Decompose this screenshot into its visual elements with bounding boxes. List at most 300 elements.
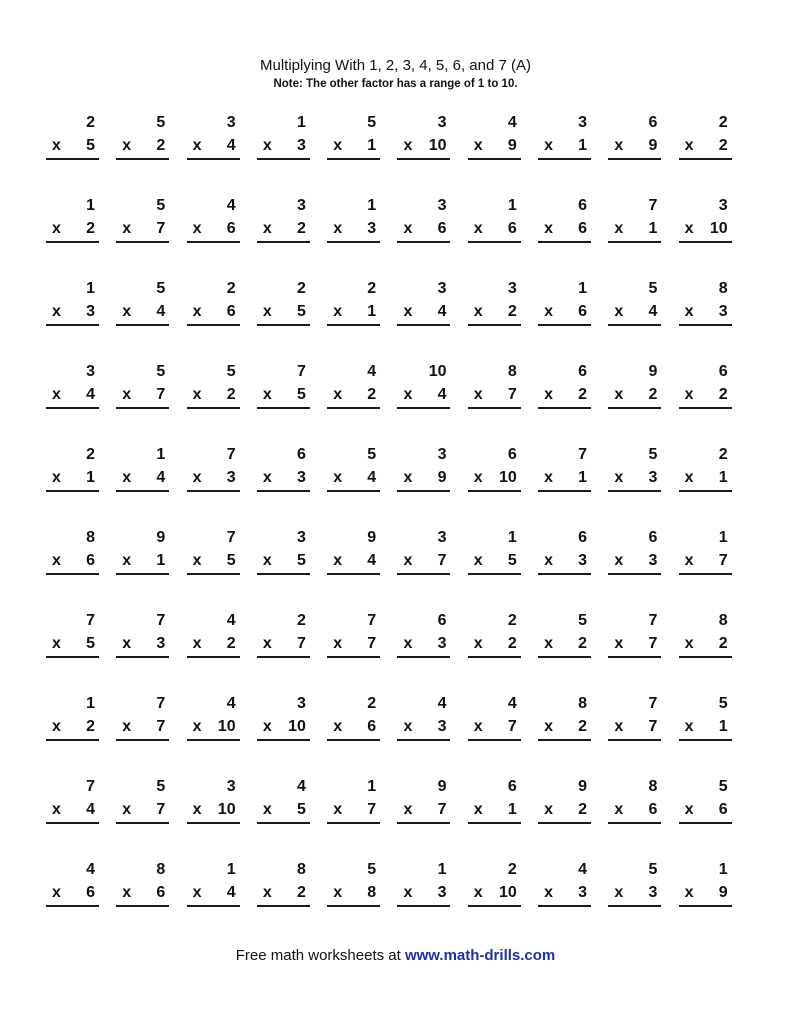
bottom-line	[468, 881, 521, 905]
bottom-factor: 6	[578, 303, 588, 320]
bottom-line	[257, 798, 310, 822]
top-factor: 8	[578, 695, 588, 712]
problem	[679, 278, 732, 361]
top-factor: 1	[367, 778, 377, 795]
problem	[468, 693, 521, 776]
multiply-sign: x	[614, 552, 624, 569]
bottom-line	[46, 134, 99, 158]
answer-line	[397, 905, 450, 907]
bottom-line	[608, 881, 661, 905]
bottom-factor: 10	[498, 884, 517, 901]
bottom-line	[327, 383, 380, 407]
bottom-line	[538, 549, 591, 573]
top-factor: 4	[226, 612, 236, 629]
problem	[46, 444, 99, 527]
top-factor: 2	[86, 114, 95, 131]
top-factor: 2	[86, 446, 95, 463]
multiply-sign: x	[192, 469, 202, 486]
bottom-factor: 7	[367, 635, 377, 652]
top-factor: 6	[648, 529, 658, 546]
answer-line	[608, 905, 661, 907]
bottom-factor: 3	[296, 137, 306, 154]
top-factor: 1	[437, 861, 447, 878]
bottom-line	[679, 217, 732, 241]
multiply-sign: x	[52, 884, 61, 901]
answer-line	[679, 656, 732, 658]
multiply-sign: x	[262, 469, 272, 486]
bottom-line	[538, 881, 591, 905]
bottom-factor: 2	[578, 801, 588, 818]
bottom-line	[327, 134, 380, 158]
multiply-sign: x	[473, 635, 483, 652]
top-factor: 2	[296, 280, 306, 297]
bottom-line	[116, 715, 169, 739]
bottom-line	[116, 300, 169, 324]
bottom-factor: 7	[156, 220, 166, 237]
bottom-line	[257, 134, 310, 158]
top-factor: 5	[718, 778, 728, 795]
problem	[187, 693, 240, 776]
multiply-sign: x	[52, 137, 61, 154]
top-factor: 4	[367, 363, 377, 380]
bottom-factor: 6	[226, 220, 236, 237]
bottom-line	[468, 217, 521, 241]
multiply-sign: x	[544, 386, 553, 403]
top-factor: 9	[156, 529, 166, 546]
bottom-line	[468, 798, 521, 822]
top-factor: 2	[507, 861, 517, 878]
bottom-line	[679, 383, 732, 407]
problem	[327, 195, 380, 278]
bottom-factor: 7	[718, 552, 728, 569]
multiply-sign: x	[403, 801, 413, 818]
problem	[257, 527, 310, 610]
bottom-line	[116, 632, 169, 656]
multiply-sign: x	[684, 718, 694, 735]
top-factor: 8	[507, 363, 517, 380]
multiply-sign: x	[403, 718, 413, 735]
answer-line	[257, 490, 310, 492]
problem	[46, 859, 99, 942]
top-factor: 7	[86, 778, 95, 795]
answer-line	[679, 241, 732, 243]
bottom-factor: 5	[86, 635, 95, 652]
multiply-sign: x	[262, 635, 272, 652]
bottom-line	[397, 881, 450, 905]
answer-line	[538, 490, 591, 492]
problem	[257, 278, 310, 361]
top-factor: 7	[156, 612, 166, 629]
bottom-line	[257, 715, 310, 739]
top-factor: 3	[578, 114, 588, 131]
top-factor: 3	[718, 197, 728, 214]
top-factor: 10	[428, 363, 447, 380]
top-factor: 1	[86, 197, 95, 214]
answer-line	[679, 822, 732, 824]
bottom-factor: 3	[437, 718, 447, 735]
answer-line	[187, 573, 240, 575]
multiply-sign: x	[473, 552, 483, 569]
problem	[538, 693, 591, 776]
problem	[116, 610, 169, 693]
bottom-factor: 3	[367, 220, 377, 237]
bottom-line	[538, 134, 591, 158]
bottom-line	[257, 632, 310, 656]
multiply-sign: x	[192, 220, 202, 237]
multiply-sign: x	[192, 303, 202, 320]
problem	[327, 776, 380, 859]
bottom-factor: 3	[226, 469, 236, 486]
bottom-line	[257, 300, 310, 324]
top-factor: 4	[226, 197, 236, 214]
top-factor: 3	[296, 529, 306, 546]
bottom-line	[46, 798, 99, 822]
problem	[46, 610, 99, 693]
problem	[257, 776, 310, 859]
problem	[679, 444, 732, 527]
bottom-factor: 1	[367, 137, 377, 154]
multiply-sign: x	[684, 884, 694, 901]
top-factor: 6	[507, 778, 517, 795]
top-factor: 6	[578, 529, 588, 546]
multiply-sign: x	[262, 801, 272, 818]
multiply-sign: x	[122, 884, 132, 901]
answer-line	[327, 490, 380, 492]
problem	[608, 859, 661, 942]
bottom-factor: 2	[648, 386, 658, 403]
problem	[327, 859, 380, 942]
answer-line	[538, 656, 591, 658]
bottom-factor: 2	[226, 635, 236, 652]
problem	[397, 776, 450, 859]
problem	[608, 776, 661, 859]
problem	[187, 527, 240, 610]
bottom-factor: 7	[648, 718, 658, 735]
top-factor: 3	[437, 197, 447, 214]
multiply-sign: x	[614, 635, 624, 652]
top-factor: 4	[578, 861, 588, 878]
bottom-factor: 3	[578, 552, 588, 569]
answer-line	[257, 739, 310, 741]
problem	[538, 610, 591, 693]
bottom-factor: 2	[296, 220, 306, 237]
bottom-factor: 3	[86, 303, 95, 320]
answer-line	[397, 573, 450, 575]
answer-line	[608, 739, 661, 741]
bottom-factor: 7	[156, 386, 166, 403]
multiply-sign: x	[333, 137, 343, 154]
multiply-sign: x	[473, 137, 483, 154]
bottom-factor: 4	[437, 386, 447, 403]
bottom-line	[46, 217, 99, 241]
top-factor: 1	[86, 695, 95, 712]
multiply-sign: x	[544, 718, 553, 735]
answer-line	[187, 905, 240, 907]
top-factor: 9	[367, 529, 377, 546]
top-factor: 2	[226, 280, 236, 297]
bottom-factor: 3	[437, 884, 447, 901]
multiply-sign: x	[473, 718, 483, 735]
multiply-sign: x	[333, 386, 343, 403]
multiply-sign: x	[333, 303, 343, 320]
multiply-sign: x	[614, 303, 624, 320]
top-factor: 6	[296, 446, 306, 463]
answer-line	[608, 407, 661, 409]
top-factor: 1	[367, 197, 377, 214]
bottom-factor: 5	[296, 386, 306, 403]
bottom-factor: 5	[86, 137, 95, 154]
problem	[468, 444, 521, 527]
problem	[46, 693, 99, 776]
bottom-factor: 4	[367, 552, 377, 569]
problem	[187, 361, 240, 444]
answer-line	[327, 324, 380, 326]
multiply-sign: x	[614, 884, 624, 901]
problem	[397, 444, 450, 527]
problem	[187, 278, 240, 361]
answer-line	[257, 656, 310, 658]
top-factor: 2	[718, 446, 728, 463]
problem	[187, 859, 240, 942]
bottom-factor: 10	[428, 137, 447, 154]
multiply-sign: x	[614, 386, 624, 403]
multiply-sign: x	[684, 137, 694, 154]
multiply-sign: x	[614, 801, 624, 818]
bottom-line	[538, 217, 591, 241]
multiply-sign: x	[333, 469, 343, 486]
bottom-factor: 3	[648, 884, 658, 901]
top-factor: 5	[226, 363, 236, 380]
top-factor: 7	[648, 695, 658, 712]
bottom-factor: 4	[226, 884, 236, 901]
top-factor: 5	[367, 114, 377, 131]
problem	[538, 278, 591, 361]
problem	[187, 112, 240, 195]
top-factor: 3	[437, 114, 447, 131]
bottom-line	[397, 798, 450, 822]
answer-line	[327, 241, 380, 243]
answer-line	[257, 573, 310, 575]
problem	[46, 361, 99, 444]
top-factor: 2	[296, 612, 306, 629]
bottom-factor: 4	[156, 469, 166, 486]
bottom-line	[397, 300, 450, 324]
answer-line	[327, 905, 380, 907]
bottom-factor: 4	[648, 303, 658, 320]
bottom-line	[608, 217, 661, 241]
top-factor: 1	[86, 280, 95, 297]
bottom-line	[608, 383, 661, 407]
multiply-sign: x	[544, 635, 553, 652]
answer-line	[116, 822, 169, 824]
multiply-sign: x	[544, 137, 553, 154]
bottom-factor: 2	[507, 635, 517, 652]
bottom-line	[679, 300, 732, 324]
top-factor: 7	[226, 529, 236, 546]
multiply-sign: x	[122, 220, 132, 237]
answer-line	[46, 739, 99, 741]
bottom-line	[187, 466, 240, 490]
answer-line	[468, 739, 521, 741]
answer-line	[679, 324, 732, 326]
bottom-factor: 7	[367, 801, 377, 818]
answer-line	[46, 407, 99, 409]
problem	[116, 776, 169, 859]
bottom-line	[397, 134, 450, 158]
footer-link[interactable]: www.math-drills.com	[404, 947, 556, 964]
bottom-factor: 4	[437, 303, 447, 320]
bottom-line	[327, 217, 380, 241]
answer-line	[116, 241, 169, 243]
multiply-sign: x	[684, 635, 694, 652]
top-factor: 6	[578, 197, 588, 214]
problem	[46, 278, 99, 361]
answer-line	[187, 490, 240, 492]
problem	[538, 859, 591, 942]
bottom-factor: 4	[156, 303, 166, 320]
top-factor: 4	[296, 778, 306, 795]
bottom-line	[116, 217, 169, 241]
answer-line	[257, 822, 310, 824]
problem	[538, 112, 591, 195]
top-factor: 8	[86, 529, 95, 546]
multiply-sign: x	[52, 386, 61, 403]
top-factor: 4	[437, 695, 447, 712]
multiply-sign: x	[122, 137, 132, 154]
bottom-factor: 10	[288, 718, 306, 735]
bottom-line	[397, 632, 450, 656]
answer-line	[46, 490, 99, 492]
top-factor: 8	[718, 612, 728, 629]
answer-line	[538, 905, 591, 907]
bottom-line	[679, 466, 732, 490]
multiply-sign: x	[544, 884, 553, 901]
multiply-sign: x	[403, 137, 413, 154]
bottom-factor: 2	[156, 137, 166, 154]
multiply-sign: x	[403, 552, 413, 569]
top-factor: 6	[718, 363, 728, 380]
bottom-line	[608, 300, 661, 324]
problem	[468, 361, 521, 444]
problem	[257, 444, 310, 527]
answer-line	[538, 739, 591, 741]
bottom-line	[327, 466, 380, 490]
bottom-factor: 6	[648, 801, 658, 818]
answer-line	[468, 490, 521, 492]
answer-line	[608, 324, 661, 326]
problem	[679, 361, 732, 444]
bottom-factor: 2	[226, 386, 236, 403]
multiply-sign: x	[403, 635, 413, 652]
problem	[187, 776, 240, 859]
multiply-sign: x	[544, 801, 553, 818]
bottom-line	[608, 632, 661, 656]
bottom-factor: 1	[507, 801, 517, 818]
problem	[46, 195, 99, 278]
multiply-sign: x	[262, 552, 272, 569]
bottom-factor: 2	[578, 386, 588, 403]
bottom-line	[397, 715, 450, 739]
bottom-line	[608, 798, 661, 822]
top-factor: 1	[578, 280, 588, 297]
bottom-factor: 1	[718, 718, 728, 735]
top-factor: 5	[156, 778, 166, 795]
bottom-factor: 1	[578, 469, 588, 486]
answer-line	[327, 407, 380, 409]
bottom-factor: 5	[507, 552, 517, 569]
multiply-sign: x	[122, 635, 132, 652]
answer-line	[46, 905, 99, 907]
multiply-sign: x	[684, 469, 694, 486]
top-factor: 9	[578, 778, 588, 795]
answer-line	[187, 158, 240, 160]
bottom-line	[327, 715, 380, 739]
bottom-factor: 6	[578, 220, 588, 237]
bottom-factor: 4	[86, 386, 95, 403]
multiply-sign: x	[52, 635, 61, 652]
bottom-line	[257, 549, 310, 573]
bottom-factor: 8	[367, 884, 377, 901]
top-factor: 3	[296, 197, 306, 214]
bottom-line	[187, 881, 240, 905]
top-factor: 5	[578, 612, 588, 629]
answer-line	[468, 656, 521, 658]
top-factor: 3	[86, 363, 95, 380]
problem	[397, 859, 450, 942]
top-factor: 1	[507, 529, 517, 546]
top-factor: 1	[226, 861, 236, 878]
multiply-sign: x	[333, 801, 343, 818]
answer-line	[538, 241, 591, 243]
top-factor: 8	[156, 861, 166, 878]
worksheet-note: Note: The other factor has a range of 1 to 10.	[273, 78, 518, 90]
answer-line	[327, 822, 380, 824]
answer-line	[116, 739, 169, 741]
answer-line	[468, 158, 521, 160]
bottom-line	[327, 881, 380, 905]
bottom-line	[46, 466, 99, 490]
problem	[608, 112, 661, 195]
bottom-line	[468, 134, 521, 158]
top-factor: 9	[648, 363, 658, 380]
problem	[538, 361, 591, 444]
multiply-sign: x	[614, 137, 624, 154]
bottom-factor: 7	[437, 801, 447, 818]
multiply-sign: x	[122, 552, 132, 569]
problem	[116, 195, 169, 278]
top-factor: 5	[156, 114, 166, 131]
problem	[327, 112, 380, 195]
multiply-sign: x	[262, 220, 272, 237]
multiply-sign: x	[52, 220, 61, 237]
top-factor: 2	[507, 612, 517, 629]
bottom-factor: 1	[86, 469, 95, 486]
answer-line	[468, 241, 521, 243]
problem	[257, 112, 310, 195]
problem	[327, 527, 380, 610]
bottom-line	[679, 134, 732, 158]
multiply-sign: x	[52, 718, 61, 735]
top-factor: 5	[648, 446, 658, 463]
multiply-sign: x	[192, 552, 202, 569]
top-factor: 3	[437, 529, 447, 546]
answer-line	[116, 490, 169, 492]
problem	[187, 610, 240, 693]
problem	[397, 527, 450, 610]
answer-line	[538, 573, 591, 575]
problem	[397, 610, 450, 693]
top-factor: 3	[437, 446, 447, 463]
